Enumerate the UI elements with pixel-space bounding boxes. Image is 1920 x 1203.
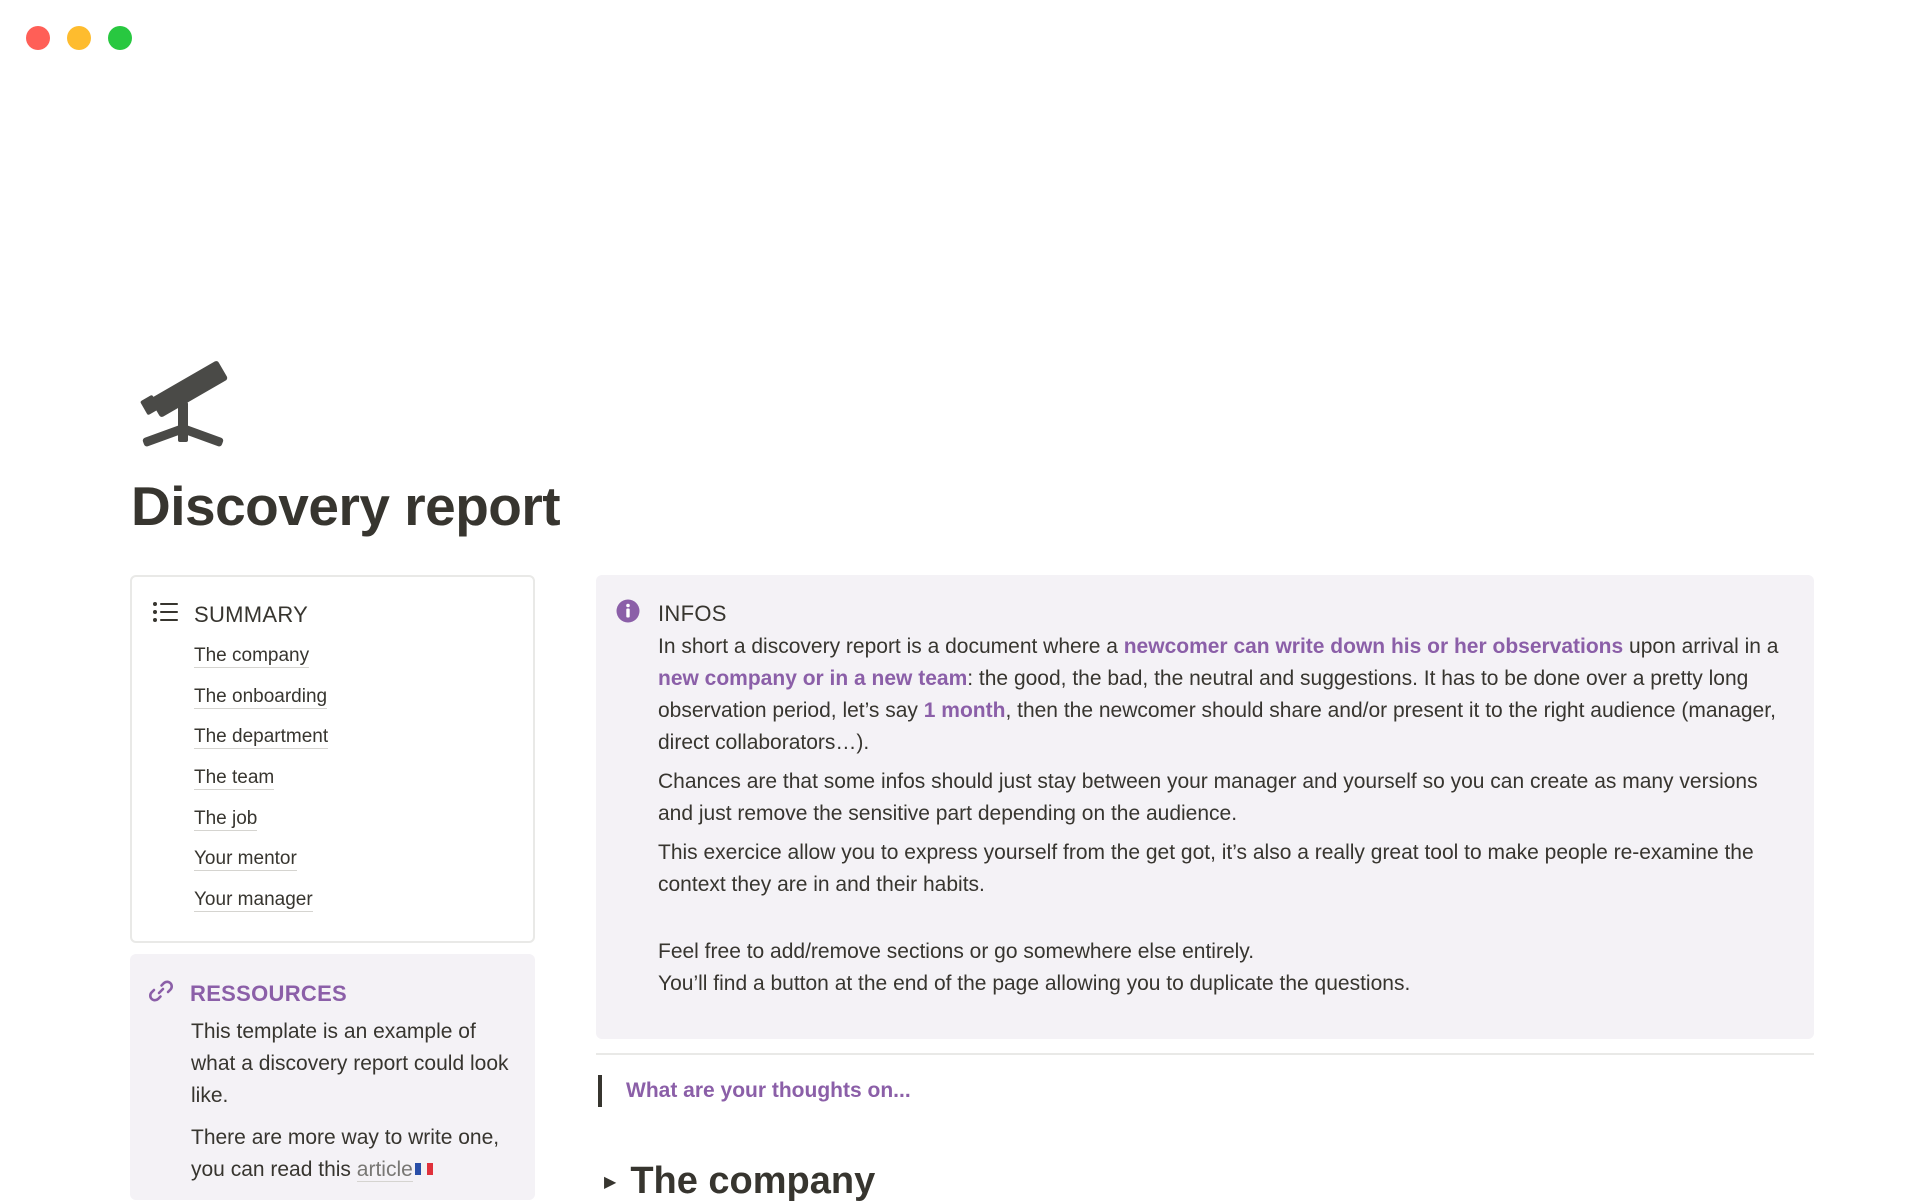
infos-text: Feel free to add/remove sections or go somewhere else entirely. bbox=[658, 940, 1255, 963]
summary-link-the-job[interactable]: The job bbox=[194, 807, 258, 829]
infos-text: You’ll find a button at the end of the page allowing you to duplicate the questions. bbox=[658, 972, 1411, 995]
toggle-heading-the-company[interactable] bbox=[604, 1160, 875, 1203]
summary-box bbox=[130, 575, 535, 943]
summary-link-your-manager[interactable]: Your manager bbox=[194, 889, 313, 911]
toggle-arrow-icon[interactable]: ▶ bbox=[604, 1173, 617, 1191]
summary-item bbox=[194, 889, 328, 930]
infos-body bbox=[658, 631, 1783, 1007]
spacer bbox=[658, 908, 1783, 936]
summary-item bbox=[194, 767, 328, 808]
quote-block[interactable] bbox=[598, 1075, 911, 1107]
infos-paragraph bbox=[658, 631, 1783, 759]
quote-text: What are your thoughts on... bbox=[626, 1079, 911, 1102]
infos-text: In short a discovery report is a document where a bbox=[658, 635, 1124, 658]
highlight-text: 1 month bbox=[923, 699, 1006, 722]
summary-link-your-mentor[interactable]: Your mentor bbox=[194, 848, 297, 870]
ressources-paragraph bbox=[191, 1122, 511, 1186]
infos-paragraph: This exercice allow you to express yourself from the get got, it’s also a really great tool to make people re-examine the context they are in and their habits. bbox=[658, 841, 1754, 896]
page-title[interactable]: Discovery report bbox=[131, 475, 561, 537]
summary-link-the-team[interactable]: The team bbox=[194, 767, 275, 789]
telescope-icon[interactable] bbox=[140, 348, 240, 448]
ressources-paragraph: This template is an example of what a discovery report could look like. bbox=[191, 1020, 509, 1107]
french-flag-icon bbox=[415, 1163, 433, 1175]
close-window-button[interactable] bbox=[26, 26, 50, 50]
list-icon bbox=[152, 601, 178, 628]
summary-item bbox=[194, 808, 328, 849]
window-controls bbox=[26, 26, 132, 50]
divider bbox=[596, 1053, 1814, 1055]
section-heading: The company bbox=[630, 1160, 876, 1202]
infos-text: , then the newcomer should share and/or present it to the right audience (manager, direct collaborators…). bbox=[658, 699, 1776, 754]
minimize-window-button[interactable] bbox=[67, 26, 91, 50]
infos-paragraph bbox=[658, 936, 1783, 1000]
summary-link-the-company[interactable]: The company bbox=[194, 645, 310, 666]
infos-title: INFOS bbox=[658, 601, 727, 626]
infos-text: upon arrival in a bbox=[1623, 635, 1779, 658]
info-icon bbox=[616, 599, 640, 628]
summary-item bbox=[194, 645, 328, 686]
link-icon bbox=[148, 978, 174, 1009]
ressources-callout bbox=[130, 954, 535, 1200]
maximize-window-button[interactable] bbox=[108, 26, 132, 50]
highlight-text: newcomer can write down his or her observations bbox=[1123, 635, 1624, 658]
article-link[interactable]: article bbox=[356, 1158, 413, 1181]
summary-header bbox=[152, 601, 308, 628]
summary-item bbox=[194, 686, 328, 727]
summary-item bbox=[194, 848, 328, 889]
infos-paragraph: Chances are that some infos should just stay between your manager and yourself so you can create as many versions and just remove the sensitive part depending on the audience. bbox=[658, 770, 1758, 825]
ressources-body bbox=[191, 1016, 511, 1196]
ressources-title: RESSOURCES bbox=[190, 980, 348, 1006]
highlight-text: new company or in a new team bbox=[658, 667, 968, 690]
summary-title: SUMMARY bbox=[194, 601, 309, 627]
summary-list bbox=[194, 645, 328, 930]
infos-callout bbox=[596, 575, 1814, 1039]
summary-link-the-onboarding[interactable]: The onboarding bbox=[194, 685, 328, 707]
infos-text: : the good, the bad, the neutral and suggestions. It has to be done over a pretty long observation period, let’s say bbox=[658, 667, 1749, 722]
summary-item bbox=[194, 726, 328, 767]
ressources-text: There are more way to write one, you can read this bbox=[191, 1126, 500, 1181]
ressources-header bbox=[148, 978, 347, 1009]
summary-link-the-department[interactable]: The department bbox=[194, 726, 329, 748]
